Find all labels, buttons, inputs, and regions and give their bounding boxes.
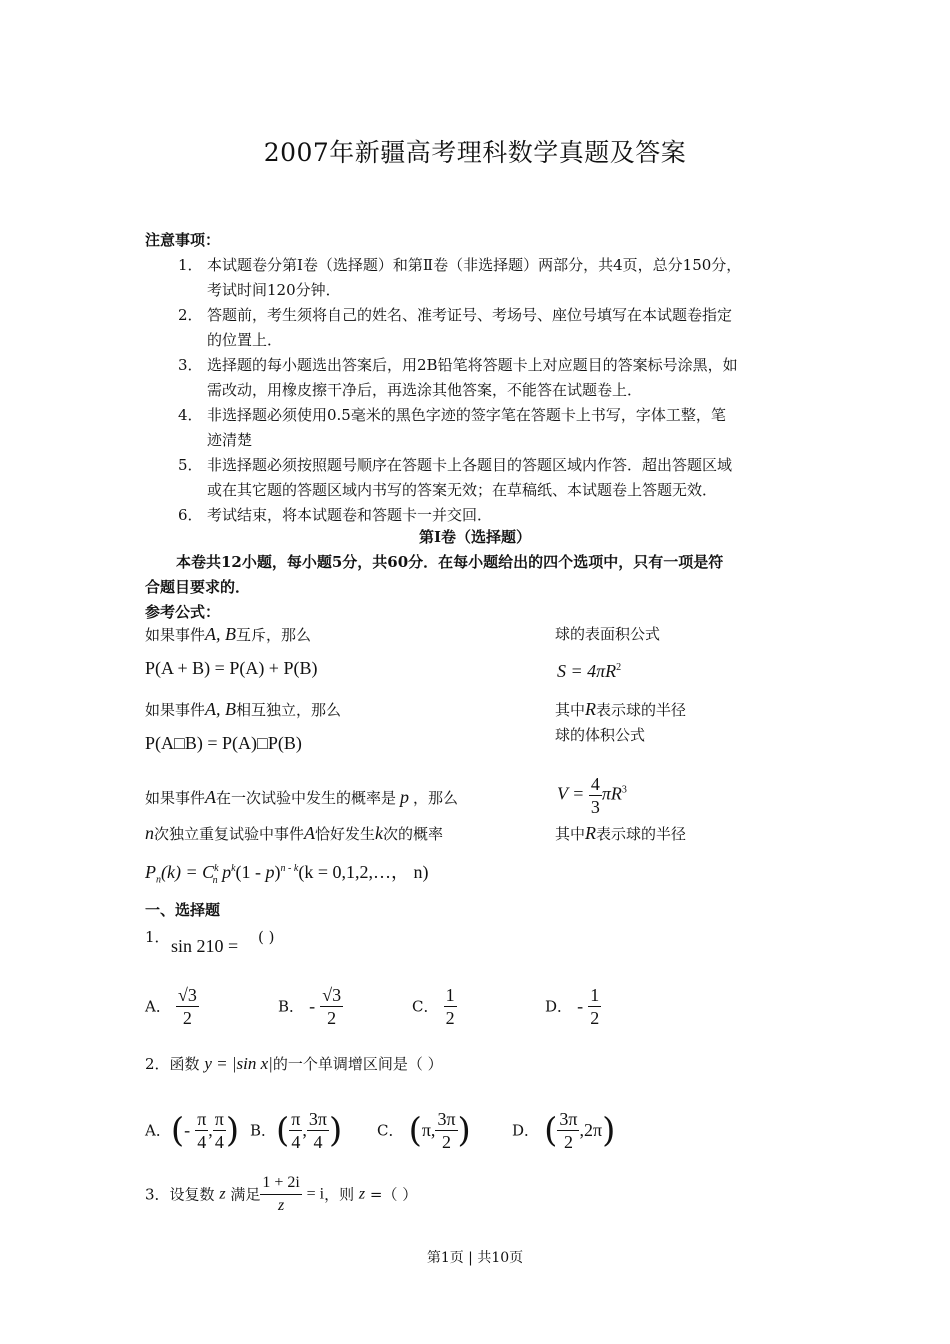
q1-expression: sin 210 = — [171, 936, 239, 956]
q3-tail: =（ ） — [369, 1185, 418, 1204]
notice-item-line: 非选择题必须使用0.5毫米的黑色字迹的签字笔在答题卡上书写，字体工整，笔 — [207, 406, 726, 424]
mutex-vars: A, B — [205, 624, 237, 644]
volume-num: 4 — [590, 774, 600, 794]
q3-var2: z — [358, 1185, 366, 1203]
q3-text-before: 设复数 — [169, 1185, 215, 1204]
trial-var: A — [205, 787, 217, 807]
page-title: 2007年新疆高考理科数学真题及答案 — [263, 138, 687, 167]
option-num: √3 — [177, 985, 197, 1005]
notice-heading: 注意事项： — [145, 231, 221, 249]
q3-question — [145, 1172, 417, 1217]
notice-item-line: 的位置上． — [207, 331, 283, 349]
notice-item-number: 6． — [178, 506, 203, 524]
volume-rest: πR — [601, 783, 622, 804]
notice-item-line: 非选择题必须按照题号顺序在答题卡上各题目的答题区域内作答．超出答题区域 — [207, 456, 733, 474]
option-num: √3 — [322, 985, 342, 1005]
notice-item-number: 5． — [178, 456, 203, 474]
q3-frac-num: 1 + 2i — [260, 1172, 301, 1195]
part1-intro-cont: 合题目要求的． — [145, 578, 251, 596]
n-mid: 次独立重复试验中事件 — [154, 825, 305, 843]
part1-heading: 第Ⅰ卷（选择题） — [418, 528, 532, 546]
mutex-formula: P(A + B) = P(A) + P(B) — [145, 658, 318, 678]
option-den: 2 — [590, 1008, 600, 1028]
q3-eq: = i — [306, 1185, 325, 1203]
trial-condition — [145, 785, 458, 810]
n-suffix: 次的概率 — [383, 825, 444, 843]
sphere-volume-label: 球的体积公式 — [555, 726, 646, 744]
radius2-suffix: 表示球的半径 — [596, 825, 687, 843]
q3-frac-den: z — [277, 1197, 285, 1214]
radius-var: R — [585, 699, 597, 719]
q2-text-after: 的一个单调增区间是（ ） — [272, 1055, 443, 1073]
notice-item — [145, 253, 825, 303]
indep-formula: P(A□B) = P(A)□P(B) — [145, 733, 302, 753]
trial-suffix: ，那么 — [413, 789, 459, 807]
option-num: 1 — [590, 985, 600, 1005]
sphere-area-formula: $S = 4\pi R^2$ — [557, 661, 622, 681]
option-label: B． — [250, 1121, 277, 1140]
formulas-heading: 参考公式： — [145, 603, 221, 621]
n-A: A — [304, 823, 316, 843]
option-label: B． — [278, 997, 305, 1016]
notice-item — [145, 403, 825, 453]
indep-condition — [145, 697, 341, 722]
indep-vars: A, B — [205, 699, 237, 719]
n-var: n — [145, 823, 154, 843]
radius-suffix: 表示球的半径 — [596, 701, 687, 719]
option-sign: - — [309, 996, 316, 1016]
sphere-area-expr: S = 4πR — [557, 661, 617, 681]
sphere-area-label: 球的表面积公式 — [555, 625, 661, 643]
n-mid2: 恰好发生 — [315, 825, 376, 843]
q2-question — [145, 1052, 443, 1076]
notice-item-number: 3． — [178, 356, 203, 374]
notice-item-number: 1． — [178, 256, 203, 274]
radius2-prefix: 其中 — [555, 825, 586, 843]
option-label: A． — [145, 997, 171, 1016]
q2-option-b: B．( $\frac{\pi}{4}$ , $\frac{3\pi}{4}$ ) — [250, 1109, 343, 1152]
q3-number: 3． — [145, 1185, 170, 1204]
notice-item — [145, 453, 825, 503]
q1-option-c — [412, 984, 457, 1029]
page-footer: 第1页 | 共10页 — [426, 1250, 524, 1266]
notice-list — [145, 253, 825, 528]
radius-note — [555, 697, 686, 722]
q1-option-a — [145, 984, 199, 1029]
option-label: D． — [512, 1121, 540, 1140]
notice-item-line: 答题前，考生须将自己的姓名、准考证号、考场号、座位号填写在本试题卷指定 — [207, 306, 733, 324]
notice-item — [145, 303, 825, 353]
option-num: 1 — [445, 985, 455, 1005]
notice-item-line: 需改动，用橡皮擦干净后，再选涂其他答案，不能答在试题卷上． — [207, 381, 643, 399]
option-den: 2 — [445, 1008, 455, 1028]
q3-text-mid: 满足 — [230, 1185, 261, 1204]
q2-option-a: A．(- $\frac{\pi}{4}$ , $\frac{\pi}{4}$ ) — [145, 1109, 240, 1152]
trial-p: p — [400, 787, 410, 807]
q2-option-d: D． ( $\frac{3\pi}{2}$ ,2π) — [512, 1109, 616, 1152]
mutex-suffix: 互斥，那么 — [236, 626, 312, 644]
n-k: k — [375, 823, 384, 843]
binomial-rest: (k) = C — [161, 862, 215, 882]
mutex-prefix: 如果事件 — [145, 626, 206, 644]
q3-text-after: ，则 — [324, 1185, 355, 1204]
trial-mid: 在一次试验中发生的概率是 — [216, 789, 397, 807]
option-label: D． — [545, 997, 573, 1016]
q2-number: 2． — [145, 1055, 170, 1073]
trial-prefix: 如果事件 — [145, 789, 206, 807]
notice-item-line: 考试结束，将本试题卷和答题卡一并交回． — [207, 506, 493, 524]
binomial-condition — [145, 821, 443, 846]
binomial-formula: $P_n(k) = C^k_n$ $p^k(1 - p)^{n - k}(k$ = 0,1,2,…， n) — [145, 862, 429, 886]
notice-item-number: 4． — [178, 406, 203, 424]
mutex-condition — [145, 622, 311, 647]
part1-intro: 本卷共12小题，每小题5分，共60分．在每小题给出的四个选项中，只有一项是符 — [176, 553, 724, 571]
notice-item-line: 选择题的每小题选出答案后，用2B铅笔将答题卡上对应题目的答案标号涂黑，如 — [207, 356, 738, 374]
q1-blank: ( ) — [258, 928, 275, 946]
option-den: 2 — [327, 1008, 337, 1028]
binomial-tail: (k = 0,1,2,…， n) — [298, 862, 429, 882]
q1-number: 1． — [145, 928, 170, 946]
q3-var: z — [219, 1185, 226, 1203]
notice-item-line: 迹清楚 — [207, 431, 253, 449]
notice-item — [145, 353, 825, 403]
binomial-P: P — [145, 862, 156, 882]
radius-prefix: 其中 — [555, 701, 586, 719]
option-sign: - — [577, 996, 584, 1016]
indep-suffix: 相互独立，那么 — [236, 701, 342, 719]
notice-item-line: 考试时间120分钟． — [207, 281, 341, 299]
q1-option-b — [278, 984, 343, 1029]
sphere-volume-formula: V = $\frac{4}{3}$ $\pi R^3$ — [557, 774, 627, 817]
q2-expression: y = |sin x| — [204, 1054, 273, 1073]
volume-den: 3 — [590, 797, 600, 817]
notice-item-line: 或在其它题的答题区域内书写的答案无效；在草稿纸、本试题卷上答题无效． — [207, 481, 718, 499]
option-label: C． — [377, 1121, 404, 1140]
volume-lhs: V = — [557, 783, 585, 804]
option-label: A． — [145, 1121, 171, 1140]
indep-prefix: 如果事件 — [145, 701, 206, 719]
option-label: C． — [412, 997, 439, 1016]
notice-item-line: 本试题卷分第Ⅰ卷（选择题）和第Ⅱ卷（非选择题）两部分，共4页，总分150分， — [207, 256, 742, 274]
radius2-var: R — [585, 823, 597, 843]
notice-item-number: 2． — [178, 306, 203, 324]
section-heading: 一、选择题 — [145, 901, 221, 919]
radius-note-2 — [555, 821, 686, 846]
q2-text-before: 函数 — [169, 1055, 200, 1073]
q1-option-d — [545, 984, 601, 1029]
option-den: 2 — [182, 1008, 192, 1028]
q2-option-c: C． (π, $\frac{3\pi}{2}$ ) — [377, 1109, 471, 1152]
